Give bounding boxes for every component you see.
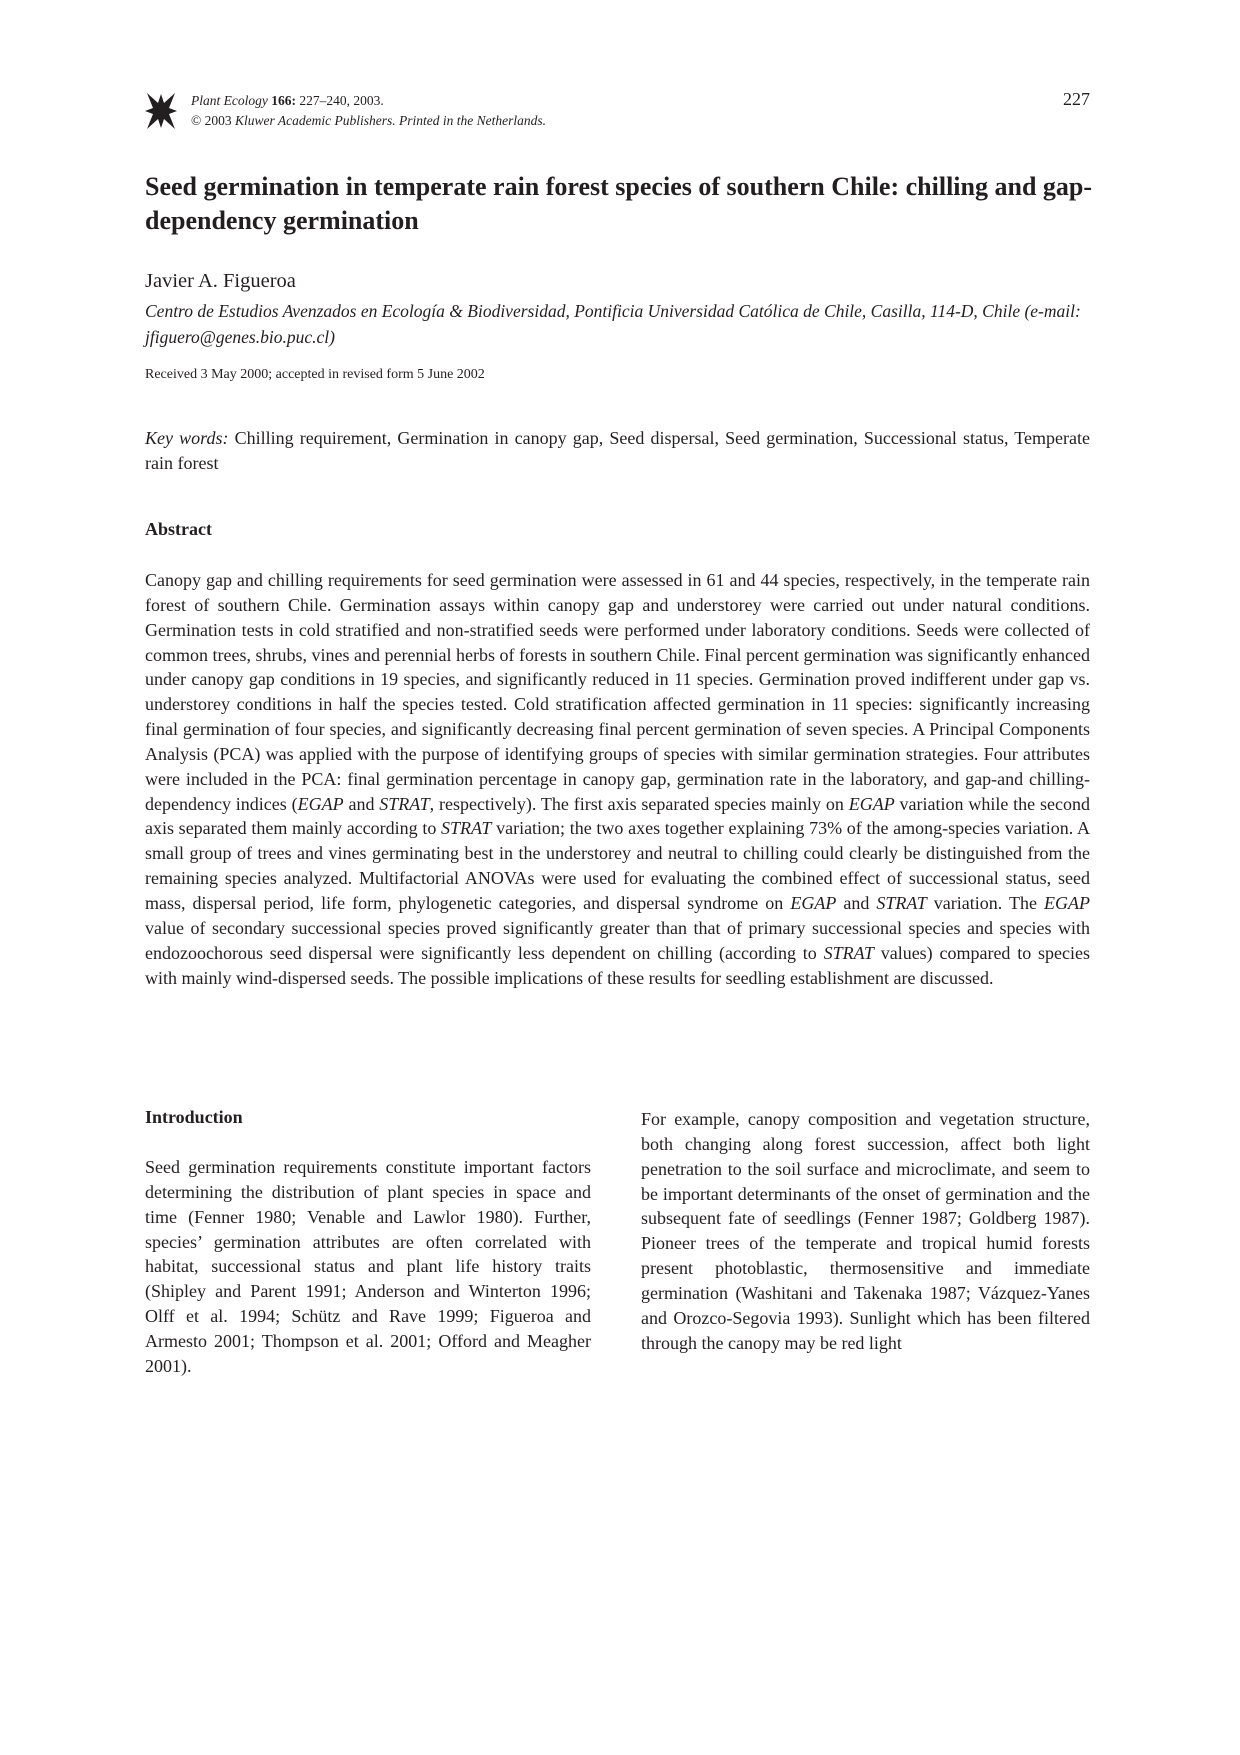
page-header: [145, 89, 1090, 133]
journal-citation: [191, 91, 546, 131]
introduction-left-column: Seed germination requirements constitute important factors determining the distribution of plant species in space and time (Fenner 1980; Venable and Lawlor 1980). Further, species’ germination attributes are often correlated with habitat, successional status and plant life history traits (Shipley and Parent 1991; Anderson and Winterton 1996; Olff et al. 1994; Schütz and Rave 1999; Figueroa and Armesto 2001; Thompson et al. 2001; Offord and Meagher 2001).: [145, 1157, 591, 1376]
abstract-heading: Abstract: [145, 519, 212, 539]
keywords: [145, 426, 1090, 476]
copyright-year: © 2003: [191, 113, 236, 128]
keywords-label: Key words:: [145, 428, 229, 448]
copyright-line: [191, 111, 546, 131]
author-affiliation: Centro de Estudios Avenzados en Ecología & Biodiversidad, Pontificia Universidad Católica de Chile, Casilla, 114-D, Chile (e-mail: jfiguero@genes.bio.puc.cl): [145, 301, 1081, 347]
abstract-body: Canopy gap and chilling requirements for seed germination were assessed in 61 and 44 species, respectively, in the temperate rain forest of southern Chile. Germination assays within canopy gap and understorey were carried out under natural conditions. Germination tests in cold stratified and non-stratified seeds were performed under laboratory conditions. Seeds were collected of common trees, shrubs, vines and perennial herbs of forests in southern Chile. Final percent germination was significantly enhanced under canopy gap conditions in 19 species, and significantly reduced in 11 species. Germination proved indifferent under gap vs. understorey conditions in half the species tested. Cold stratification affected germination in 11 species: significantly increasing final germination of four species, and significantly decreasing final percent germination of seven species. A Principal Components Analysis (PCA) was applied with the purpose of identifying groups of species with similar germination strategies. Four attributes were included in the PCA: final germination percentage in canopy gap, germination rate in the laboratory, and gap-and chilling-dependency indices (EGAP and STRAT, respectively). The first axis separated species mainly on EGAP variation while the second axis separated them mainly according to STRAT variation; the two axes together explaining 73% of the among-species variation. A small group of trees and vines germinating best in the understorey and neutral to chilling could clearly be distinguished from the remaining species analyzed. Multifactorial ANOVAs were used for evaluating the combined effect of successional status, seed mass, dispersal period, life form, phylogenetic categories, and dispersal syndrome on EGAP and STRAT variation. The EGAP value of secondary successional species proved significantly greater than that of primary successional species and species with endozoochorous seed dispersal were significantly less dependent on chilling (according to STRAT values) compared to species with mainly wind-dispersed seeds. The possible implications of these results for seedling establishment are discussed.: [145, 570, 1091, 988]
keywords-text: Chilling requirement, Germination in canopy gap, Seed dispersal, Seed germination, Successional status, Temperate rain forest: [145, 428, 1090, 473]
journal-volume: 166:: [271, 93, 296, 108]
introduction-heading: Introduction: [145, 1107, 243, 1127]
kluwer-publisher-logo-icon: [145, 91, 177, 131]
publisher-name: Kluwer Academic Publishers. Printed in the Netherlands.: [235, 113, 546, 128]
journal-name: Plant Ecology: [191, 93, 268, 108]
received-dates: Received 3 May 2000; accepted in revised form 5 June 2002: [145, 367, 485, 382]
article-title: Seed germination in temperate rain forest species of southern Chile: chilling and gap-dependency germination: [145, 172, 1093, 235]
author-name: Javier A. Figueroa: [145, 270, 296, 292]
journal-citation-line: [191, 91, 546, 111]
page-number: 227: [1063, 89, 1090, 109]
journal-pages-year: 227–240, 2003.: [295, 93, 384, 108]
introduction-right-column: For example, canopy composition and vegetation structure, both changing along forest succession, affect both light penetration to the soil surface and microclimate, and seem to be important determinants of the onset of germination and the subsequent fate of seedlings (Fenner 1987; Goldberg 1987). Pioneer trees of the temperate and tropical humid forests present photoblastic, thermosensitive and immediate germination (Washitani and Takenaka 1987; Vázquez-Yanes and Orozco-Segovia 1993). Sunlight which has been filtered through the canopy may be red light: [641, 1109, 1090, 1353]
